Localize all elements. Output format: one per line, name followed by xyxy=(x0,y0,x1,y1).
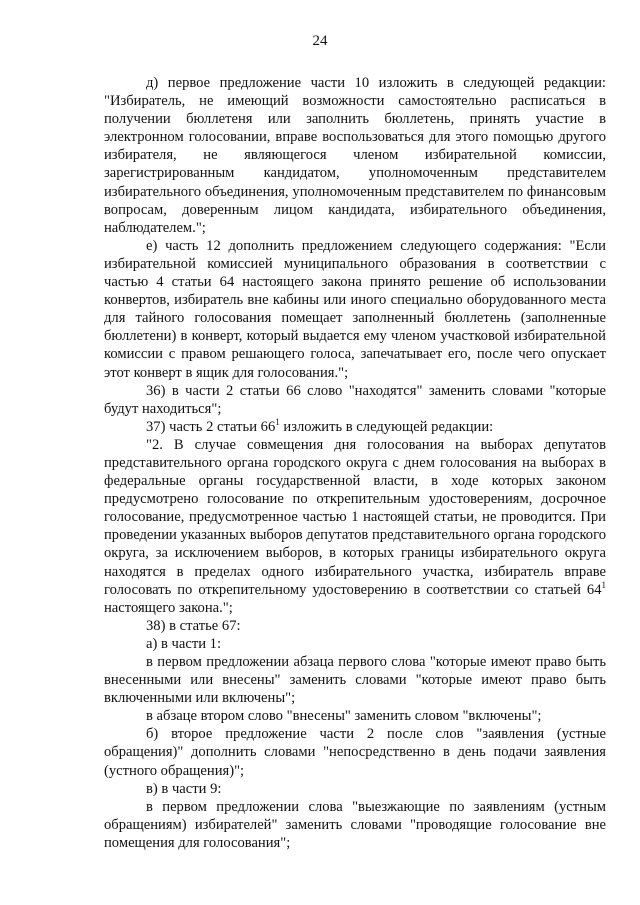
paragraph-item-38: 38) в статье 67: xyxy=(146,617,241,634)
paragraph-v-part-9: в) в части 9: xyxy=(146,780,222,797)
paragraph-first-sentence-part-9: в первом предложении слова "выезжающие по заявлениям (устным обращениям) избирателей" заменить словами "проводящие голосование вне помещения для голосования"; xyxy=(104,798,606,851)
paragraph-item-37-before: 37) часть 2 статьи 66 xyxy=(146,418,276,435)
document-body xyxy=(104,74,606,852)
paragraph-item-37-after: изложить в следующей редакции: xyxy=(279,418,494,435)
paragraph-item-36: 36) в части 2 статьи 66 слово "находятся" заменить словами "которые будут находиться"; xyxy=(104,382,606,417)
paragraph-first-sentence: в первом предложении абзаца первого слова "которые имеют право быть внесенными или внесены" заменить словами "которые имеют право быть включенными или включены"; xyxy=(104,654,606,707)
paragraph-d-part-10: д) первое предложение части 10 изложить в следующей редакции: "Избиратель, не имеющий возможности самостоятельно расписаться в получении бюллетеня или заполнить бюллетень, принять участие в электронном голосовании, вправе воспользоваться для этого помощью другого избирателя, не являющегося членом избирательной комиссии, зарегистрированным кандидатом, уполномоченным представителем избирательного объединения, уполномоченным представителем по финансовым вопросам, доверенным лицом кандидата, избирательного объединения, наблюдателем."; xyxy=(104,75,606,236)
paragraph-article-66-1-part-2 xyxy=(104,436,606,617)
paragraph-b-part-2: б) второе предложение части 2 после слов "заявления (устные обращения)" дополнить словами "непосредственно в день подачи заявления (устного обращения)"; xyxy=(104,726,606,779)
superscript-1: 1 xyxy=(601,579,606,590)
page-number: 24 xyxy=(312,33,328,49)
paragraph-a-part-1: а) в части 1: xyxy=(146,635,222,652)
paragraph-e-part-12: е) часть 12 дополнить предложением следующего содержания: "Если избирательной комиссией муниципального образования в соответствии с частью 4 статьи 64 настоящего закона принято решение об использовании конвертов, избиратель вне кабины или иного специально оборудованного места для тайного голосования помещает заполненный бюллетень (заполненные бюллетени) в конверт, который выдается ему членом участковой избирательной комиссии с правом решающего голоса, запечатывает его, после чего опускает этот конверт в ящик для голосования."; xyxy=(104,237,606,381)
superscript-1: 1 xyxy=(275,416,280,427)
paragraph-article-66-1-before: "2. В случае совмещения дня голосования на выборах депутатов представительного органа городского округа с днем голосования на выборах в федеральные органы государственной власти, в ходе которых законом предусмотрено голосование по открепительным удостоверениям, досрочное голосование, предусмотренное частью 1 настоящей статьи, не проводится. При проведении указанных выборов депутатов представительного органа городского округа, за исключением выборов, в которых границы избирательного округа находятся в пределах одного избирательного участка, избиратель вправе голосовать по открепительному удостоверению в соответствии со статьей 64 xyxy=(104,436,607,598)
paragraph-second-abzac: в абзаце втором слово "внесены" заменить словом "включены"; xyxy=(146,708,542,725)
paragraph-article-66-1-after: настоящего закона."; xyxy=(104,599,233,616)
paragraph-item-37 xyxy=(104,418,606,436)
